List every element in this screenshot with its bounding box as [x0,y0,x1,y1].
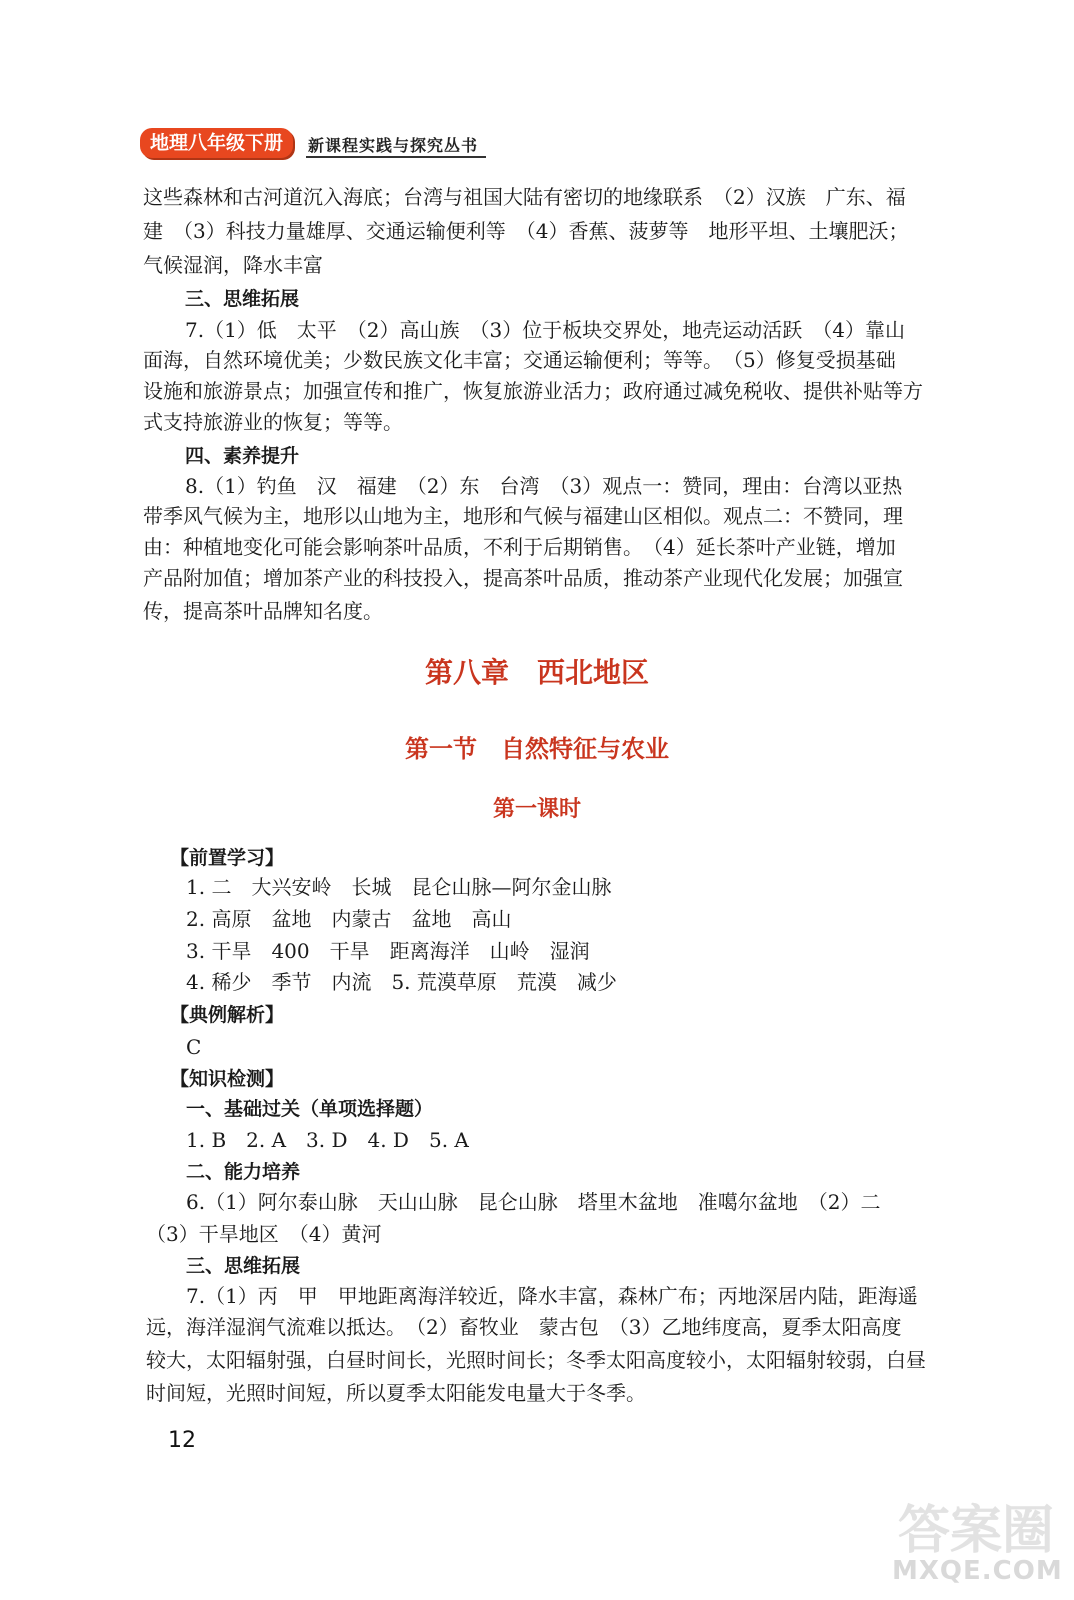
example-heading: 【典例解析】 [170,1004,285,1026]
section-heading: 一、基础过关（单项选择题） [186,1098,434,1120]
section-heading: 二、能力培养 [186,1161,301,1183]
series-title: 新课程实践与探究丛书 [308,136,479,155]
book-title-badge: 地理八年级下册 [140,128,293,158]
text-line: 远，海洋湿润气流难以抵达。 （2）畜牧业 蒙古包 （3）乙地纬度高，夏季太阳高度 [146,1315,902,1339]
example-answer: C [186,1035,202,1059]
text-line: 产品附加值；增加茶产业的科技投入，提高茶叶品质，推动茶产业现代化发展；加强宣 [143,566,903,590]
text-line: 这些森林和古河道沉入海底；台湾与祖国大陆有密切的地缘联系 （2）汉族 广东、福 [143,185,906,209]
page-number: 12 [168,1428,196,1453]
text-line: 式支持旅游业的恢复；等等。 [143,410,403,434]
section-heading: 三、思维拓展 [186,1255,301,1277]
text-line: 3. 干旱 400 干旱 距离海洋 山岭 湿润 [186,939,590,963]
text-line: （3）干旱地区 （4）黄河 [146,1222,382,1246]
text-line: 传，提高茶叶品牌知名度。 [143,599,383,623]
watermark-url: MXQE.COM [892,1556,1063,1586]
lesson-title: 第一课时 [492,797,581,822]
text-line: 较大，太阳辐射强，白昼时间长，光照时间长；冬季太阳高度较小，太阳辐射较弱，白昼 [146,1348,926,1372]
text-line: 带季风气候为主，地形以山地为主，地形和气候与福建山区相似。观点二：不赞同，理 [143,504,903,528]
text-line: 6.（1）阿尔泰山脉 天山山脉 昆仑山脉 塔里木盆地 准噶尔盆地 （2）二 [186,1190,881,1214]
text-line: 2. 高原 盆地 内蒙古 盆地 高山 [186,907,512,931]
text-line: 7.（1）丙 甲 甲地距离海洋较近，降水丰富，森林广布；丙地深居内陆，距海遥 [186,1284,918,1308]
watermark-logo-text: 答案圈 [898,1501,1055,1561]
text-line: 8.（1）钓鱼 汉 福建 （2）东 台湾 （3）观点一：赞同，理由：台湾以亚热 [185,474,903,498]
section-heading: 三、思维拓展 [185,288,300,310]
section-title: 第一节 自然特征与农业 [405,735,669,763]
text-line: 时间短，光照时间短，所以夏季太阳能发电量大于冬季。 [146,1381,646,1405]
chapter-title: 第八章 西北地区 [424,656,649,689]
watermark-logo [880,1488,1063,1588]
text-line: 1. B 2. A 3. D 4. D 5. A [186,1128,469,1152]
section-heading: 四、素养提升 [185,445,300,467]
text-line: 设施和旅游景点；加强宣传和推广，恢复旅游业活力；政府通过减免税收、提供补贴等方 [143,379,923,403]
text-line: 4. 稀少 季节 内流 5. 荒漠草原 荒漠 减少 [186,970,617,994]
text-line: 1. 二 大兴安岭 长城 昆仑山脉—阿尔金山脉 [186,875,612,899]
knowledge-check-heading: 【知识检测】 [170,1068,285,1090]
header-underline [306,156,486,158]
text-line: 建 （3）科技力量雄厚、交通运输便利等 （4）香蕉、菠萝等 地形平坦、土壤肥沃； [143,219,909,243]
text-line: 由：种植地变化可能会影响茶叶品质，不利于后期销售。 （4）延长茶叶产业链，增加 [143,535,896,559]
text-line: 7.（1）低 太平 （2）高山族 （3）位于板块交界处，地壳运动活跃 （4）靠山 [185,318,905,342]
pre-study-heading: 【前置学习】 [170,847,285,869]
text-line: 气候湿润，降水丰富 [143,253,323,277]
text-line: 面海，自然环境优美；少数民族文化丰富；交通运输便利；等等。 （5）修复受损基础 [143,348,896,372]
